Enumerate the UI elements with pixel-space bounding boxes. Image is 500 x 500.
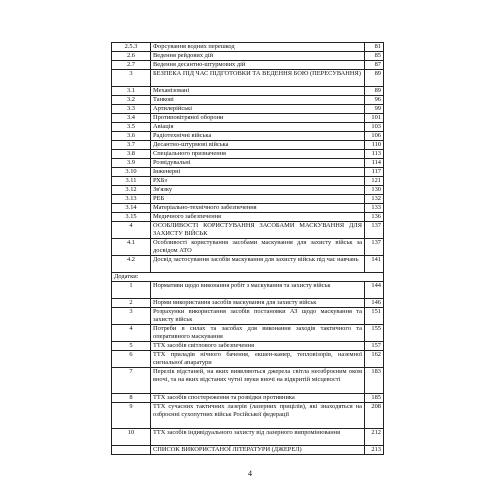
toc-row [112,70,384,87]
toc-row [112,239,384,256]
toc-title: Досвід застосування засобів маскування для захисту військ під час навчань [151,256,365,273]
toc-page: 212 [365,429,384,446]
toc-number: 3.11 [112,177,151,186]
toc-page: 113 [365,150,384,159]
toc-page: 89 [365,87,384,96]
toc-title: Потреби в силах та засобах для виконання заходів тактичного та оперативного маскування [151,325,365,342]
toc-title: Розрахунки використання засобів постановки АЗ щодо маскування та захисту військ [151,308,365,325]
table-of-contents [111,42,384,455]
toc-title: ТТХ сучасних тактичних лазерів (лазерних прицілів), які знаходяться на озброєнні сухопутних військ Російської федерації [151,403,365,429]
toc-number: 3.6 [112,132,151,141]
toc-row [112,177,384,186]
toc-number: 4.2 [112,256,151,273]
toc-page: 137 [365,222,384,239]
toc-title: Розвідувальні [151,159,365,168]
toc-number: 5 [112,342,151,351]
toc-title: Ведення рейдових дій [151,52,365,61]
toc-title: Танкові [151,96,365,105]
toc-row [112,256,384,273]
toc-number: 3.15 [112,213,151,222]
appendix-label: Додатки: [112,273,384,282]
toc-page: 114 [365,159,384,168]
toc-number: 3.3 [112,105,151,114]
toc-number: 9 [112,403,151,429]
toc-page: 141 [365,256,384,273]
toc-row [112,403,384,429]
bibliography-row [112,446,384,455]
toc-row [112,186,384,195]
toc-page: 81 [365,43,384,52]
toc-page: 133 [365,204,384,213]
toc-title: ТТХ засобів індивідуального захисту від лазерного випромінювання [151,429,365,446]
toc-number: 3.7 [112,141,151,150]
toc-number: 3 [112,308,151,325]
toc-page: 157 [365,342,384,351]
toc-page: 85 [365,52,384,61]
bibliography-title: СПИСОК ВИКОРИСТАНОЇ ЛІТЕРАТУРИ (ДЖЕРЕЛ) [151,446,365,455]
page-number: 4 [248,469,252,478]
toc-row [112,141,384,150]
toc-title: РХБз [151,177,365,186]
toc-row [112,87,384,96]
bibliography-page: 213 [365,446,384,455]
toc-title: РЕБ [151,195,365,204]
toc-page: 136 [365,213,384,222]
toc-row [112,61,384,70]
toc-row [112,114,384,123]
toc-row [112,204,384,213]
toc-row [112,351,384,368]
toc-row [112,150,384,159]
toc-row [112,299,384,308]
toc-number: 3.1 [112,87,151,96]
toc-row [112,222,384,239]
appendix-row [112,273,384,282]
toc-row [112,43,384,52]
toc-number: 1 [112,282,151,299]
toc-title: Медичного забезпечення [151,213,365,222]
toc-number: 3.8 [112,150,151,159]
toc-number: 4 [112,325,151,342]
toc-number: 3 [112,70,151,87]
toc-title: Спеціального призначення [151,150,365,159]
toc-page: 132 [365,195,384,204]
toc-title: БЕЗПЕКА ПІД ЧАС ПІДГОТОВКИ ТА ВЕДЕННЯ БОЮ (ПЕРЕСУВАННЯ) [151,70,365,87]
toc-title: ТТХ приладів нічного бачення, екшен-камер, тепловізорів, наземної сигнальної апаратури [151,351,365,368]
toc-title: ТТХ засобів світлового забезпечення [151,342,365,351]
toc-title: Інженерні [151,168,365,177]
toc-number: 6 [112,351,151,368]
toc-title: Зв'язку [151,186,365,195]
toc-row [112,96,384,105]
toc-number: 3.10 [112,168,151,177]
toc-row [112,168,384,177]
toc-number: 2 [112,299,151,308]
toc-number-empty [112,446,151,455]
toc-row [112,325,384,342]
toc-row [112,159,384,168]
toc-number: 3.5 [112,123,151,132]
toc-title: Ведення десантно-штурмових дій [151,61,365,70]
toc-title: ТТХ засобів спостереження та розвідки противника [151,394,365,403]
toc-page: 208 [365,403,384,429]
toc-number: 3.13 [112,195,151,204]
toc-page: 110 [365,141,384,150]
toc-page: 183 [365,368,384,394]
toc-page: 185 [365,394,384,403]
toc-number: 3.14 [112,204,151,213]
toc-row [112,132,384,141]
toc-page: 130 [365,186,384,195]
toc-title: Нормативи щодо виконання робіт з маскування та захисту військ [151,282,365,299]
toc-row [112,105,384,114]
toc-page: 89 [365,70,384,87]
toc-page: 144 [365,282,384,299]
toc-page: 121 [365,177,384,186]
toc-page: 103 [365,123,384,132]
toc-title: Норми використання засобів маскування для захисту військ [151,299,365,308]
toc-number: 3.12 [112,186,151,195]
toc-number: 10 [112,429,151,446]
toc-title: Десантно-штурмові війська [151,141,365,150]
toc-row [112,342,384,351]
toc-title: Артилерійські [151,105,365,114]
toc-title: ОСОБЛИВОСТІ КОРИСТУВАННЯ ЗАСОБАМИ МАСКУВАННЯ ДЛЯ ЗАХИСТУ ВІЙСЬК [151,222,365,239]
toc-row [112,308,384,325]
toc-page: 99 [365,105,384,114]
toc-title: Матеріально-технічного забезпечення [151,204,365,213]
toc-row [112,282,384,299]
toc-number: 2.5.3 [112,43,151,52]
toc-page: 87 [365,61,384,70]
toc-page: 117 [365,168,384,177]
toc-number: 4 [112,222,151,239]
toc-page: 155 [365,325,384,342]
toc-title: Радіотехнічні війська [151,132,365,141]
toc-title: Форсування водних перешкод [151,43,365,52]
toc-number: 4.1 [112,239,151,256]
toc-title: Механізовані [151,87,365,96]
toc-row [112,52,384,61]
toc-page: 162 [365,351,384,368]
toc-row [112,394,384,403]
toc-number: 8 [112,394,151,403]
toc-number: 3.2 [112,96,151,105]
toc-row [112,213,384,222]
toc-title: Протиповітряної оборони [151,114,365,123]
toc-title: Перелік відстаней, на яких виявляються джерела світла неозброєним оком вночі, та на яких відстанях чутні звуки вночі на відкритій місцевості [151,368,365,394]
toc-title: Авіація [151,123,365,132]
toc-number: 7 [112,368,151,394]
toc-row [112,429,384,446]
toc-row [112,368,384,394]
toc-number: 2.7 [112,61,151,70]
toc-page: 146 [365,299,384,308]
toc-row [112,123,384,132]
toc-number: 3.9 [112,159,151,168]
toc-page: 137 [365,239,384,256]
toc-page: 101 [365,114,384,123]
toc-page: 151 [365,308,384,325]
toc-page: 96 [365,96,384,105]
toc-number: 2.6 [112,52,151,61]
toc-row [112,195,384,204]
toc-number: 3.4 [112,114,151,123]
toc-page: 106 [365,132,384,141]
toc-title: Особливості користування засобами маскування для захисту військ за досвідом АТО [151,239,365,256]
